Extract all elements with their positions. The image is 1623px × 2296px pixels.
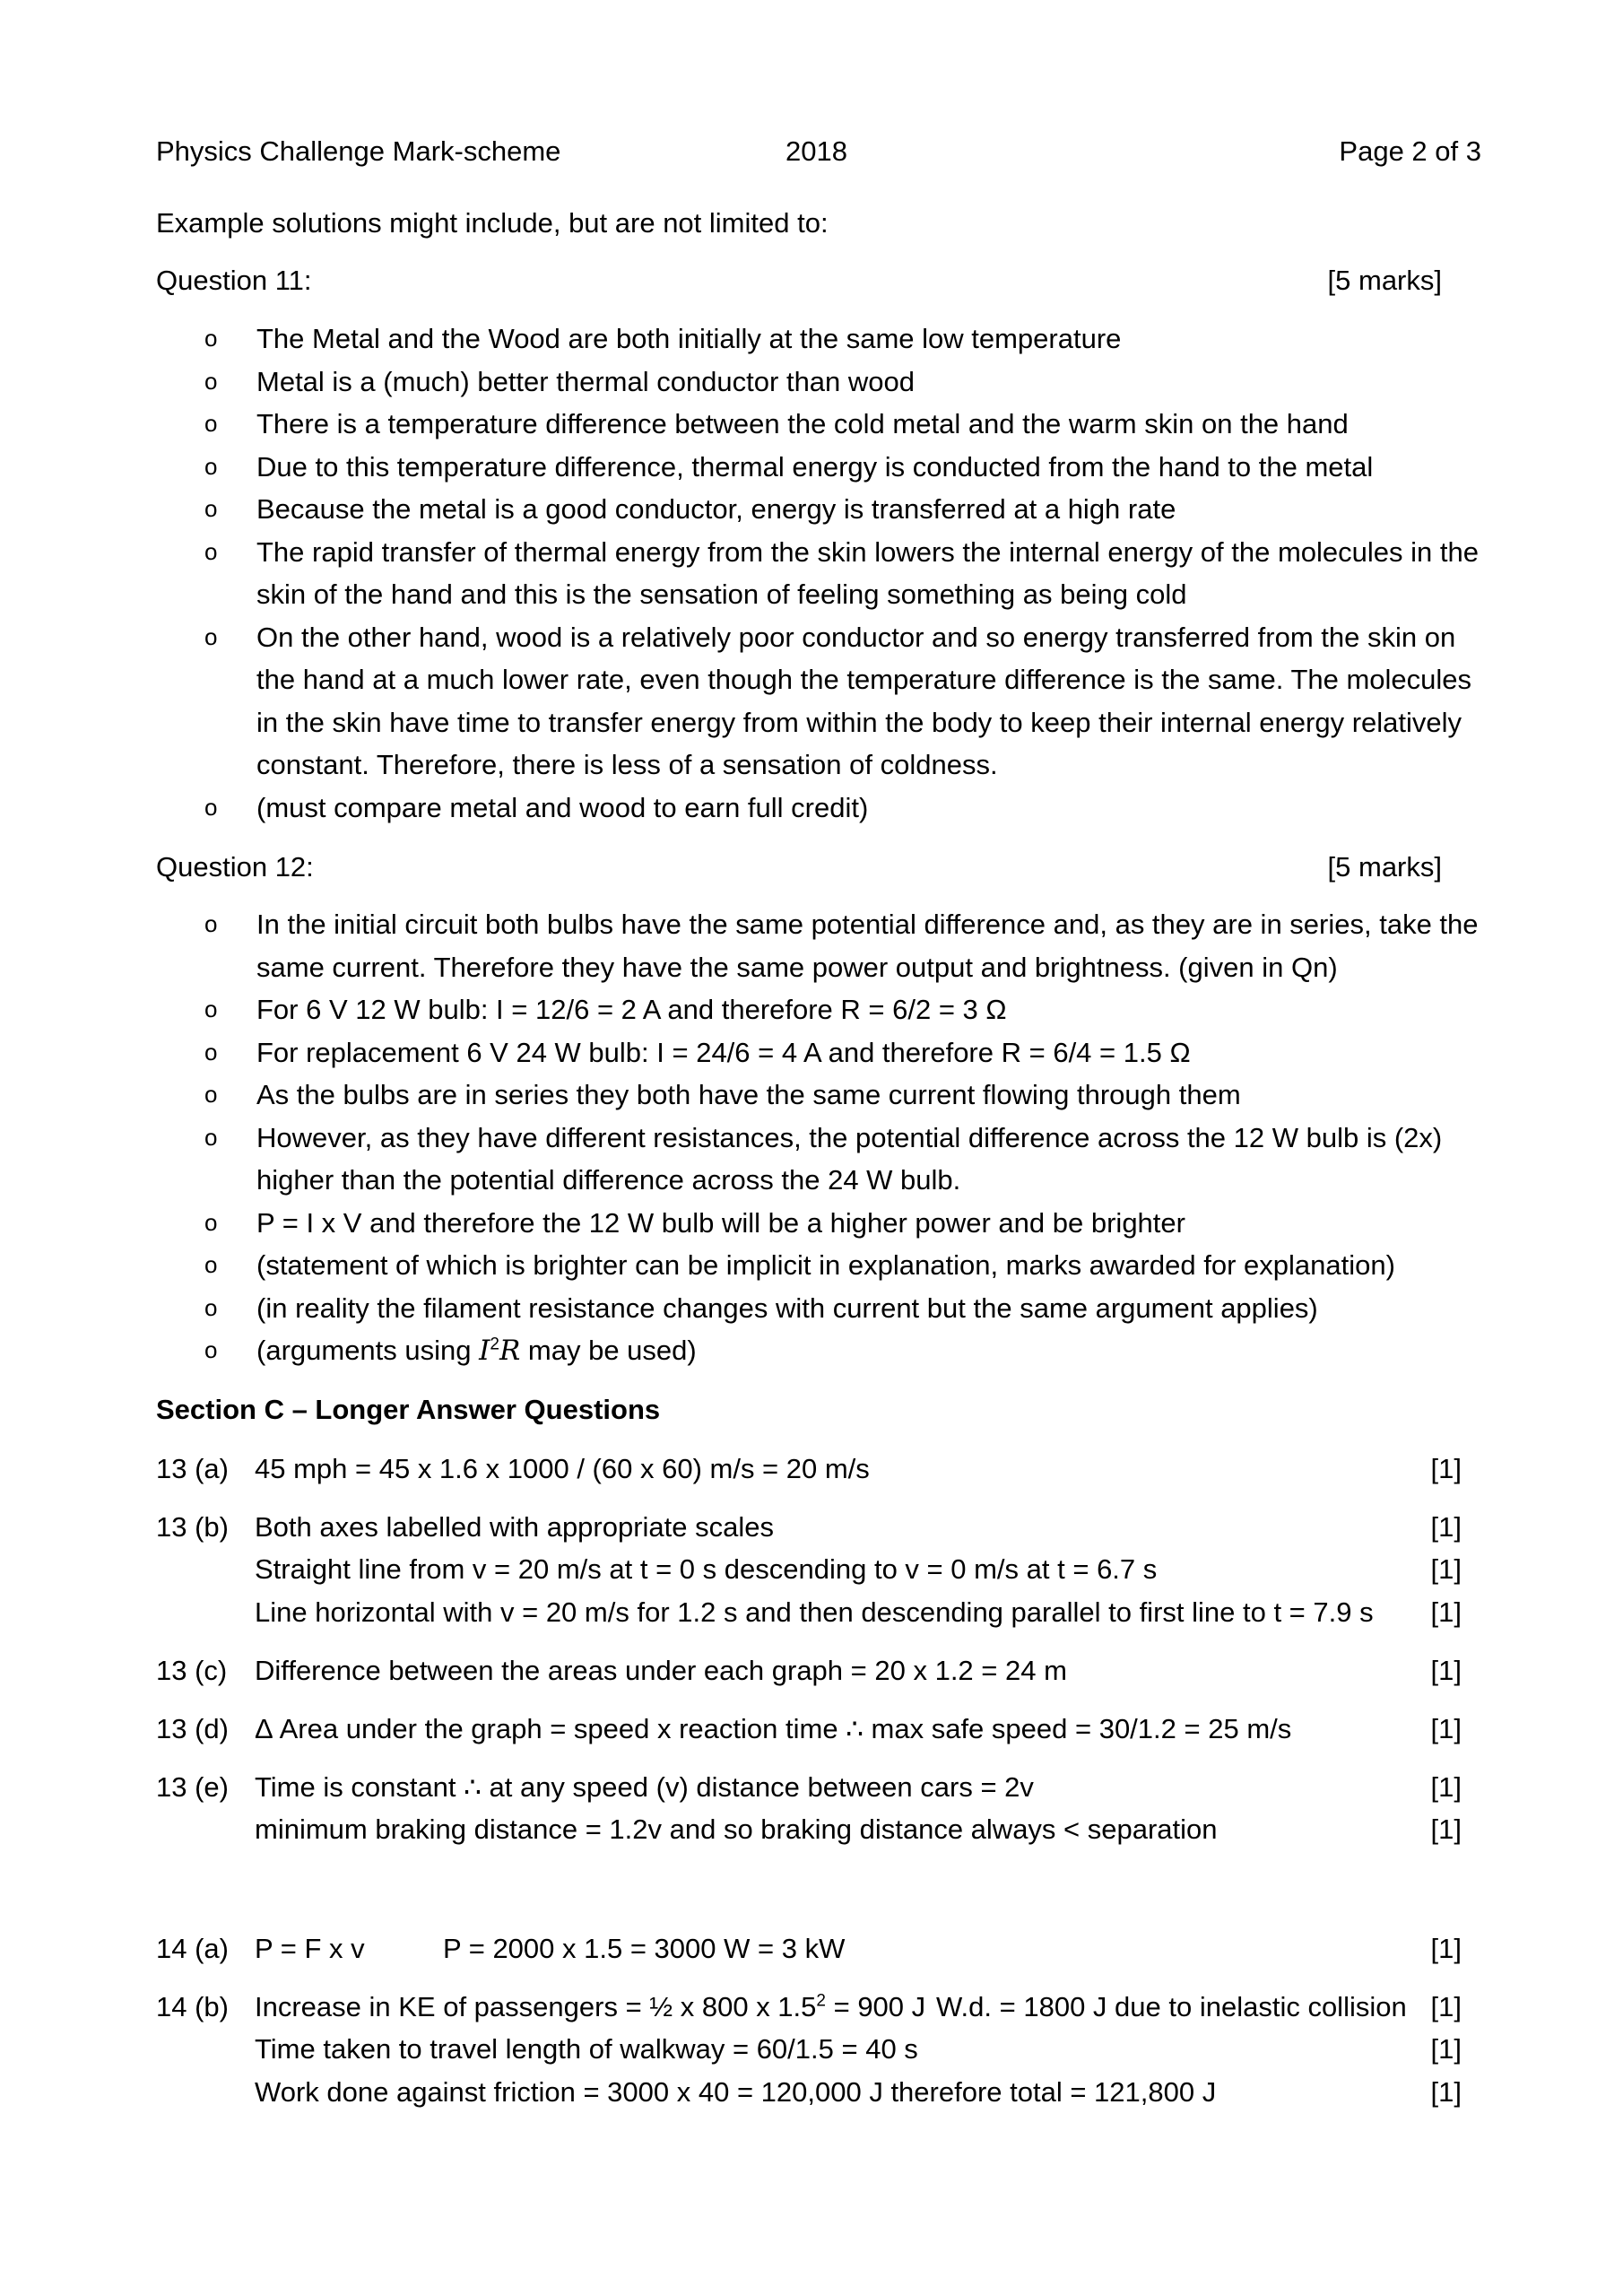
answer-14b-1 bbox=[156, 1986, 1462, 2029]
answer-13a bbox=[156, 1448, 1462, 1491]
answer-mark: [1] bbox=[1430, 2076, 1462, 2108]
text-post: may be used) bbox=[520, 1335, 697, 1366]
answer-mark: [1] bbox=[1430, 2033, 1462, 2065]
answer-text-work-done: W.d. = 1800 J due to inelastic collision bbox=[936, 1991, 1407, 2022]
page-header bbox=[156, 130, 1481, 175]
bullet-marker: o bbox=[204, 1208, 218, 1236]
bullet-marker: o bbox=[204, 1081, 218, 1108]
bullet-marker: o bbox=[204, 910, 218, 937]
answer-mark: [1] bbox=[1430, 1813, 1462, 1845]
list-item bbox=[204, 1244, 1487, 1287]
answer-14b-3 bbox=[156, 2071, 1462, 2114]
answer-13c bbox=[156, 1649, 1462, 1692]
answer-text: Time taken to travel length of walkway = 60/1.5 = 40 s bbox=[255, 2033, 918, 2065]
answer-mark: [1] bbox=[1430, 1655, 1462, 1686]
list-item-text: Metal is a (much) better thermal conductor than wood bbox=[256, 365, 916, 397]
answer-13b-3 bbox=[156, 1591, 1462, 1634]
answer-14a bbox=[156, 1927, 1462, 1970]
answer-text: minimum braking distance = 1.2v and so braking distance always < separation bbox=[255, 1813, 1218, 1845]
answer-text-pre: Increase in KE of passengers = ½ x 800 x 1.5 bbox=[255, 1991, 817, 2022]
bullet-marker: o bbox=[204, 1293, 218, 1321]
answer-mark: [1] bbox=[1430, 1511, 1462, 1543]
bullet-marker: o bbox=[204, 410, 218, 437]
intro-text: Example solutions might include, but are not limited to: bbox=[156, 207, 829, 239]
bullet-marker: o bbox=[204, 1251, 218, 1278]
bullet-marker: o bbox=[204, 996, 218, 1022]
answer-13e-1 bbox=[156, 1766, 1462, 1809]
variable-resistance: R bbox=[499, 1335, 521, 1367]
header-year: 2018 bbox=[785, 135, 847, 167]
question-12-list bbox=[204, 903, 1487, 1373]
list-item bbox=[204, 1287, 1487, 1330]
variable-current: I bbox=[479, 1335, 490, 1367]
question-12-marks: [5 marks] bbox=[1327, 851, 1442, 883]
answer-14b-2 bbox=[156, 2028, 1462, 2071]
bullet-marker: o bbox=[204, 367, 218, 395]
answer-text: Difference between the areas under each graph = 20 x 1.2 = 24 m bbox=[255, 1655, 1067, 1686]
list-item-text: Because the metal is a good conductor, energy is transferred at a high rate bbox=[256, 493, 1176, 525]
answer-text-post: = 900 J bbox=[825, 1991, 926, 2022]
answer-text-formula: P = F x v bbox=[255, 1933, 365, 1964]
list-item bbox=[204, 317, 1487, 361]
list-item bbox=[204, 403, 1487, 446]
list-item bbox=[204, 787, 1487, 830]
list-item-text: For replacement 6 V 24 W bulb: I = 24/6 = 4 A and therefore R = 6/4 = 1.5 Ω bbox=[256, 1036, 1191, 1068]
answer-mark: [1] bbox=[1430, 1453, 1462, 1484]
answer-13e-2 bbox=[156, 1808, 1462, 1851]
list-item bbox=[204, 488, 1487, 531]
list-item bbox=[204, 361, 1487, 404]
answer-number: 13 (e) bbox=[156, 1771, 229, 1803]
answer-mark: [1] bbox=[1430, 1933, 1462, 1964]
question-12-title: Question 12: bbox=[156, 851, 314, 883]
answer-13b-2 bbox=[156, 1548, 1462, 1591]
exponent: 2 bbox=[490, 1335, 499, 1354]
list-item-text: There is a temperature difference between the cold metal and the warm skin on the hand bbox=[256, 408, 1349, 439]
bullet-marker: o bbox=[204, 793, 218, 821]
bullet-marker: o bbox=[204, 622, 218, 650]
list-item-text: The Metal and the Wood are both initially at the same low temperature bbox=[256, 323, 1122, 354]
bullet-marker: o bbox=[204, 1038, 218, 1065]
list-item bbox=[204, 616, 1487, 787]
header-title: Physics Challenge Mark-scheme bbox=[156, 135, 561, 167]
answer-13b-1 bbox=[156, 1506, 1462, 1549]
answer-text: 45 mph = 45 x 1.6 x 1000 / (60 x 60) m/s = 20 m/s bbox=[255, 1453, 870, 1484]
answer-number: 13 (c) bbox=[156, 1655, 228, 1686]
list-item-text: For 6 V 12 W bulb: I = 12/6 = 2 A and therefore R = 6/2 = 3 Ω bbox=[256, 994, 1007, 1025]
list-item bbox=[204, 1117, 1487, 1202]
bullet-marker: o bbox=[204, 1123, 218, 1151]
answer-text: Both axes labelled with appropriate scales bbox=[255, 1511, 775, 1543]
list-item-text: (statement of which is brighter can be implicit in explanation, marks awarded for explanation) bbox=[256, 1249, 1395, 1281]
bullet-marker: o bbox=[204, 1336, 218, 1363]
list-item-text: As the bulbs are in series they both have the same current flowing through them bbox=[256, 1079, 1241, 1110]
list-item bbox=[204, 1074, 1487, 1117]
answer-mark: [1] bbox=[1430, 1991, 1462, 2022]
list-item-text: In the initial circuit both bulbs have the same potential difference and, as they are in series, take the same current. Therefore they have the same power output and brightness. (given in Qn) bbox=[256, 909, 1479, 983]
answer-number: 13 (a) bbox=[156, 1453, 229, 1484]
section-c-title: Section C – Longer Answer Questions bbox=[156, 1394, 661, 1425]
answer-13d bbox=[156, 1708, 1462, 1751]
answer-mark: [1] bbox=[1430, 1596, 1462, 1628]
list-item-text: However, as they have different resistances, the potential difference across the 12 W bulb is (2x) higher than the potential difference across the 24 W bulb. bbox=[256, 1121, 1443, 1196]
list-item-text: (in reality the filament resistance changes with current but the same argument applies) bbox=[256, 1292, 1318, 1324]
question-11-heading bbox=[156, 259, 1442, 302]
answer-text: Work done against friction = 3000 x 40 = 120,000 J therefore total = 121,800 J bbox=[255, 2076, 1217, 2108]
answer-text: Δ Area under the graph = speed x reaction time ∴ max safe speed = 30/1.2 = 25 m/s bbox=[255, 1713, 1292, 1744]
bullet-marker: o bbox=[204, 452, 218, 480]
list-item-text: On the other hand, wood is a relatively poor conductor and so energy transferred from the skin on the hand at a much lower rate, even though the temperature difference is the same. The molecules in the skin have time to transfer energy from within the body to keep their internal energy relatively constant. Therefore, there is less of a sensation of coldness. bbox=[256, 621, 1472, 780]
question-11-marks: [5 marks] bbox=[1327, 265, 1442, 296]
answer-text bbox=[255, 1986, 925, 2029]
list-item bbox=[204, 531, 1487, 616]
answer-number: 13 (d) bbox=[156, 1713, 229, 1744]
text-pre: (arguments using bbox=[256, 1335, 480, 1366]
bullet-marker: o bbox=[204, 325, 218, 352]
answer-number: 14 (a) bbox=[156, 1933, 229, 1964]
answer-mark: [1] bbox=[1430, 1771, 1462, 1803]
list-item bbox=[204, 446, 1487, 489]
answer-text: Straight line from v = 20 m/s at t = 0 s descending to v = 0 m/s at t = 6.7 s bbox=[255, 1553, 1158, 1585]
list-item bbox=[204, 1031, 1487, 1074]
answer-number: 14 (b) bbox=[156, 1991, 229, 2022]
list-item-text bbox=[256, 1335, 697, 1366]
question-11-title: Question 11: bbox=[156, 265, 312, 296]
answer-text-calculation: P = 2000 x 1.5 = 3000 W = 3 kW bbox=[443, 1933, 846, 1964]
exponent: 2 bbox=[816, 1991, 826, 2011]
list-item bbox=[204, 988, 1487, 1031]
answer-number: 13 (b) bbox=[156, 1511, 229, 1543]
list-item bbox=[204, 903, 1487, 988]
header-page-number: Page 2 of 3 bbox=[1339, 135, 1481, 167]
bullet-marker: o bbox=[204, 495, 218, 522]
list-item bbox=[204, 1329, 1487, 1373]
list-item bbox=[204, 1202, 1487, 1245]
question-12-heading bbox=[156, 846, 1442, 889]
list-item-text: The rapid transfer of thermal energy from the skin lowers the internal energy of the molecules in the skin of the hand and this is the sensation of feeling something as being cold bbox=[256, 535, 1479, 610]
answer-text: Line horizontal with v = 20 m/s for 1.2 s and then descending parallel to first line to t = 7.9 s bbox=[255, 1596, 1374, 1628]
answer-mark: [1] bbox=[1430, 1713, 1462, 1744]
list-item-text: (must compare metal and wood to earn full credit) bbox=[256, 791, 869, 823]
bullet-marker: o bbox=[204, 537, 218, 565]
list-item-text: Due to this temperature difference, thermal energy is conducted from the hand to the metal bbox=[256, 450, 1374, 483]
answer-mark: [1] bbox=[1430, 1553, 1462, 1585]
list-item-text: P = I x V and therefore the 12 W bulb will be a higher power and be brighter bbox=[256, 1206, 1185, 1239]
answer-text: Time is constant ∴ at any speed (v) distance between cars = 2v bbox=[255, 1771, 1034, 1803]
question-11-list bbox=[204, 317, 1487, 829]
